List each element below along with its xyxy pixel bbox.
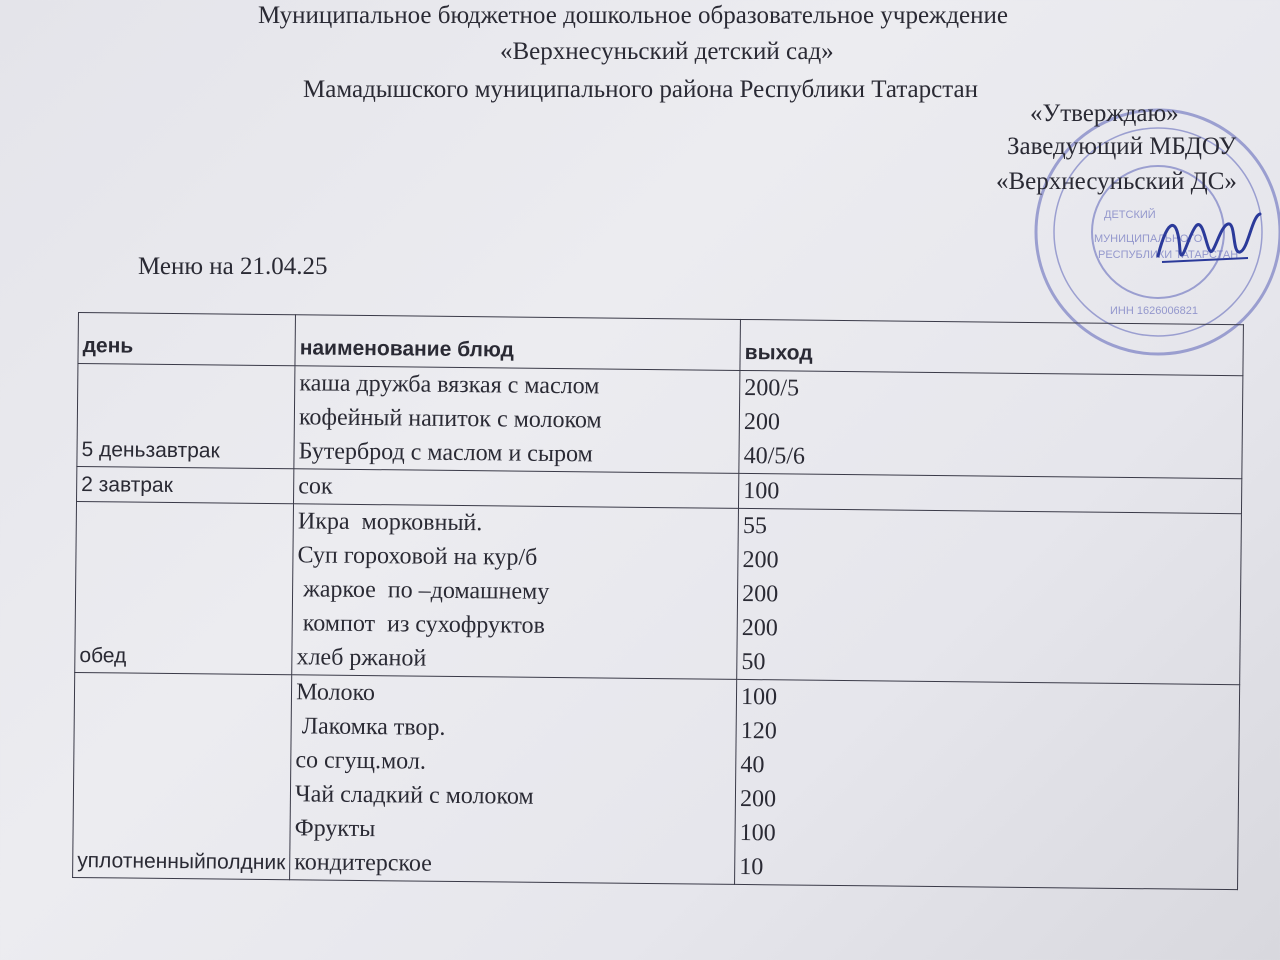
meal-cell — [75, 501, 294, 674]
dish-cell-line: Лакомка твор. — [295, 713, 446, 741]
institution-name-line1: Муниципальное бюджетное дошкольное образовательное учреждение — [258, 2, 1008, 29]
yield-cell-line: 200 — [742, 580, 779, 608]
yield-cell-line: 200 — [741, 614, 778, 642]
dish-cell-line: Суп гороховой на кур/б — [297, 542, 538, 571]
yield-cell-line: 100 — [740, 683, 778, 711]
meal-cell-line: 5 день — [81, 438, 146, 462]
stamp-text-inn: ИНН 1626006821 — [1110, 305, 1199, 317]
meal-cell-line: уплотненный — [77, 849, 206, 874]
table-row — [77, 364, 1243, 479]
meal-cell-line: полдник — [205, 850, 286, 875]
menu-table-body — [73, 364, 1243, 890]
yield-cell-line: 40 — [740, 751, 765, 779]
stamp-text-detsky: ДЕТСКИЙ — [1104, 209, 1156, 221]
yield-cell-line: 200 — [739, 785, 777, 813]
yield-cell — [739, 473, 1242, 513]
dish-cell-line: хлеб ржаной — [296, 644, 427, 672]
yield-cell-line: 200 — [742, 546, 779, 574]
meal-cell-line: 2 завтрак — [81, 473, 173, 498]
yield-cell-line: 55 — [742, 512, 768, 540]
approval-line1: «Утверждаю» — [1030, 100, 1179, 127]
institution-name-line2: «Верхнесуньский детский сад» — [500, 38, 834, 65]
yield-cell-line: 40/5/6 — [743, 442, 806, 470]
dish-cell-line: каша дружба вязкая с маслом — [299, 370, 600, 400]
yield-cell-line: 100 — [739, 819, 776, 847]
dish-cell — [294, 469, 739, 509]
yield-cell — [739, 370, 1243, 478]
yield-cell-line: 200/5 — [744, 374, 800, 402]
signature — [1148, 196, 1268, 286]
approval-line2: Заведующий МБДОУ — [1007, 133, 1237, 160]
dish-cell-line: Молоко — [296, 679, 376, 707]
meal-cell — [77, 364, 295, 469]
dish-cell — [290, 675, 737, 885]
dish-cell — [292, 504, 739, 680]
dish-cell-line: Фрукты — [294, 815, 376, 843]
dish-cell-line: Чай сладкий с молоком — [294, 781, 534, 810]
meal-cell — [77, 466, 294, 503]
menu-table — [72, 312, 1244, 890]
table-row — [75, 501, 1242, 684]
dish-cell-line: Икра морковный. — [297, 508, 483, 537]
dish-cell-line: со сгущ.мол. — [295, 747, 427, 775]
dish-cell-line: кофейный напиток с молоком — [298, 404, 602, 434]
dish-cell-line: жаркое по –домашнему — [297, 576, 550, 605]
meal-cell-line: обед — [79, 644, 127, 668]
approval-line3: «Верхнесуньский ДС» — [996, 168, 1237, 195]
dish-cell-line: Бутерброд с маслом и сыром — [298, 438, 593, 468]
yield-cell-line: 100 — [743, 477, 780, 505]
yield-cell-line: 50 — [741, 648, 766, 676]
meal-cell-line: завтрак — [145, 438, 220, 463]
dish-cell — [294, 366, 740, 474]
institution-name-line3: Мамадышского муниципального района Республики Татарстан — [303, 76, 978, 103]
column-header-dish: наименование блюд — [295, 315, 741, 371]
stamp-text-republic: РЕСПУБЛИКИ ТАТАРСТАН — [1098, 249, 1239, 261]
dish-cell-line: сок — [298, 473, 333, 500]
yield-cell — [735, 679, 1240, 889]
dish-cell-line: компот из сухофруктов — [296, 610, 546, 639]
yield-cell-line: 200 — [743, 408, 781, 436]
stamp-text-municipal: МУНИЦИПАЛЬНОГО — [1094, 233, 1203, 245]
yield-cell-line: 120 — [740, 717, 777, 745]
yield-cell-line: 10 — [739, 853, 764, 881]
column-header-day: день — [78, 313, 296, 366]
column-header-yield: выход — [740, 319, 1243, 375]
meal-cell — [73, 672, 292, 879]
dish-cell-line: кондитерское — [294, 849, 433, 877]
menu-title: Меню на 21.04.25 — [138, 253, 328, 280]
table-row — [73, 672, 1240, 889]
yield-cell — [737, 508, 1242, 684]
